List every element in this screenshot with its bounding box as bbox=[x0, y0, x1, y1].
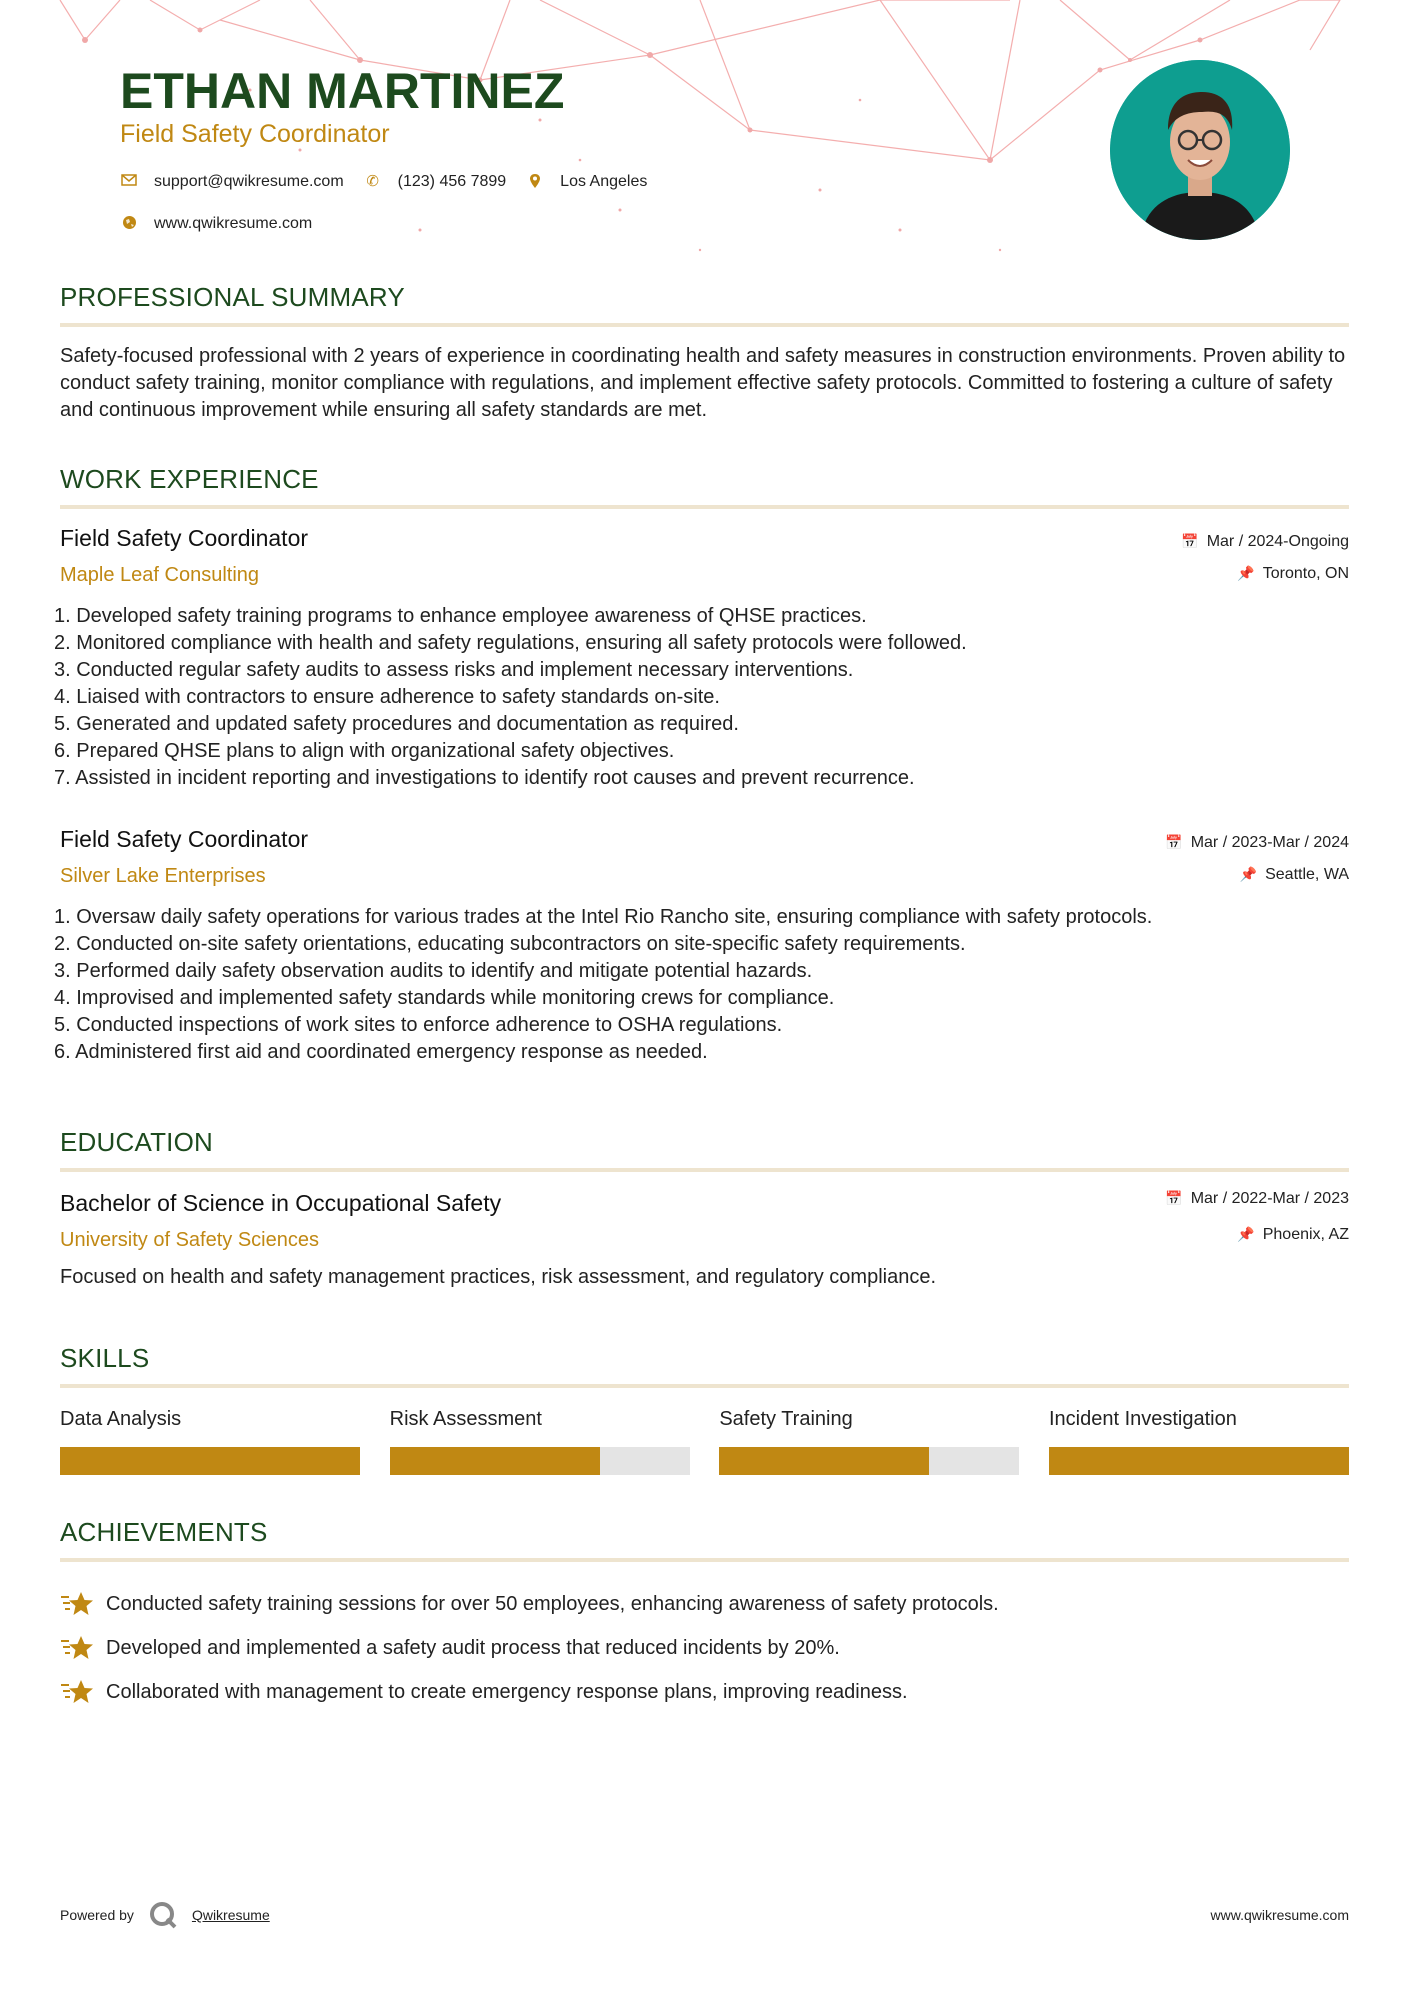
job-bullet: 5. Conducted inspections of work sites to enforce adherence to OSHA regulations. bbox=[54, 1014, 783, 1036]
contact-phone[interactable] bbox=[364, 173, 507, 191]
skill-level-fill bbox=[719, 1447, 929, 1475]
job-bullet: 6. Prepared QHSE plans to align with organizational safety objectives. bbox=[54, 740, 675, 762]
job-bullet: 7. Assisted in incident reporting and investigations to identify root causes and prevent recurrence. bbox=[54, 767, 915, 789]
skill-bar bbox=[1049, 1447, 1349, 1475]
contact-row-web bbox=[120, 215, 332, 233]
job-bullet: 1. Developed safety training programs to enhance employee awareness of QHSE practices. bbox=[54, 605, 867, 627]
skills-heading: SKILLS bbox=[60, 1343, 1349, 1388]
job-title: Field Safety Coordinator bbox=[60, 525, 309, 551]
education-description: Focused on health and safety management practices, risk assessment, and regulatory compliance. bbox=[60, 1266, 937, 1288]
website-text: www.qwikresume.com bbox=[154, 215, 313, 232]
experience-heading: WORK EXPERIENCE bbox=[60, 464, 1349, 509]
summary-heading: PROFESSIONAL SUMMARY bbox=[60, 282, 1349, 327]
resume-header bbox=[60, 0, 1347, 260]
calendar-icon: 📅 bbox=[1165, 834, 1183, 850]
globe-icon bbox=[120, 215, 138, 233]
qwikresume-logo-icon bbox=[148, 1900, 178, 1930]
job-location-text: Seattle, WA bbox=[1265, 866, 1349, 883]
skill-name: Safety Training bbox=[719, 1408, 853, 1430]
star-icon bbox=[60, 1589, 94, 1619]
education-heading: EDUCATION bbox=[60, 1127, 1349, 1172]
calendar-icon: 📅 bbox=[1181, 533, 1199, 549]
achievement-text: Conducted safety training sessions for over 50 employees, enhancing awareness of safety protocols. bbox=[106, 1592, 999, 1615]
education-entry bbox=[60, 1190, 1349, 1291]
skills-grid bbox=[60, 1408, 1349, 1475]
job-bullet: 3. Conducted regular safety audits to assess risks and implement necessary interventions. bbox=[54, 659, 854, 681]
map-pin-icon bbox=[526, 173, 544, 191]
job-location bbox=[1237, 565, 1349, 583]
education-location bbox=[1237, 1226, 1349, 1244]
job-bullet: 4. Improvised and implemented safety standards while monitoring crews for compliance. bbox=[54, 987, 835, 1009]
summary-text: Safety-focused professional with 2 years of experience in coordinating health and safety measures in construction environments. Proven ability to conduct safety training, monitor compliance with regulations, and implement effective safety protocols. Committed to fostering a culture of safety and continuous improvement while ensuring all safety standards are met. bbox=[60, 345, 1346, 421]
brand-link[interactable]: Qwikresume bbox=[191, 1907, 270, 1923]
footer-website[interactable]: www.qwikresume.com bbox=[1210, 1907, 1349, 1923]
job-entry bbox=[54, 826, 1349, 1066]
achievements-list bbox=[60, 1582, 1349, 1714]
envelope-icon bbox=[120, 173, 138, 191]
job-bullet: 2. Monitored compliance with health and safety regulations, ensuring all safety protocols were followed. bbox=[54, 632, 967, 654]
pin-icon: 📌 bbox=[1237, 1226, 1255, 1242]
page-footer bbox=[60, 1900, 1349, 1930]
achievement-item bbox=[60, 1670, 1349, 1714]
calendar-icon: 📅 bbox=[1165, 1190, 1183, 1206]
skill-bar bbox=[390, 1447, 690, 1475]
job-entry bbox=[54, 525, 1349, 792]
job-bullet: 6. Administered first aid and coordinated emergency response as needed. bbox=[54, 1041, 708, 1063]
achievement-item bbox=[60, 1582, 1349, 1626]
achievement-text: Collaborated with management to create emergency response plans, improving readiness. bbox=[106, 1680, 908, 1703]
star-icon bbox=[60, 1633, 94, 1663]
contact-email[interactable] bbox=[120, 173, 344, 191]
education-section bbox=[60, 1127, 1349, 1172]
powered-by-label: Powered by bbox=[60, 1907, 134, 1923]
job-title: Field Safety Coordinator bbox=[60, 826, 309, 852]
candidate-title: Field Safety Coordinator bbox=[120, 120, 390, 148]
job-bullet: 5. Generated and updated safety procedures and documentation as required. bbox=[54, 713, 739, 735]
job-date bbox=[1181, 533, 1349, 551]
skill-level-fill bbox=[1049, 1447, 1349, 1475]
job-date-text: Mar / 2024-Ongoing bbox=[1206, 533, 1349, 550]
job-date bbox=[1165, 834, 1349, 852]
job-date-text: Mar / 2023-Mar / 2024 bbox=[1190, 834, 1349, 851]
education-location-text: Phoenix, AZ bbox=[1262, 1226, 1349, 1243]
skill-item bbox=[719, 1408, 1019, 1475]
phone-icon: ✆ bbox=[366, 173, 379, 190]
skill-bar bbox=[60, 1447, 360, 1475]
job-bullet: 2. Conducted on-site safety orientations, educating subcontractors on site-specific safety requirements. bbox=[54, 933, 966, 955]
achievements-heading: ACHIEVEMENTS bbox=[60, 1517, 1349, 1562]
job-bullets bbox=[54, 603, 1349, 792]
star-icon bbox=[60, 1677, 94, 1707]
email-text: support@qwikresume.com bbox=[154, 173, 344, 190]
pin-icon: 📌 bbox=[1239, 866, 1258, 882]
contact-row bbox=[120, 173, 667, 191]
skill-name: Risk Assessment bbox=[389, 1408, 542, 1430]
powered-by bbox=[60, 1900, 270, 1930]
job-bullet: 1. Oversaw daily safety operations for various trades at the Intel Rio Rancho site, ensuring compliance with safety protocols. bbox=[54, 906, 1153, 928]
candidate-name: ETHAN MARTINEZ bbox=[120, 63, 565, 119]
education-date bbox=[1165, 1190, 1349, 1208]
skill-item bbox=[60, 1408, 360, 1475]
experience-section bbox=[60, 464, 1349, 509]
achievements-section bbox=[60, 1517, 1349, 1714]
phone-text: (123) 456 7899 bbox=[397, 173, 507, 190]
contact-website[interactable] bbox=[120, 215, 312, 233]
summary-section bbox=[60, 282, 1349, 424]
skill-item bbox=[390, 1408, 690, 1475]
skills-section bbox=[60, 1343, 1349, 1475]
skill-level-fill bbox=[390, 1447, 600, 1475]
skill-level-fill bbox=[60, 1447, 360, 1475]
contact-location bbox=[526, 173, 647, 191]
job-bullet: 3. Performed daily safety observation audits to identify and mitigate potential hazards. bbox=[54, 960, 813, 982]
job-bullets bbox=[54, 904, 1349, 1066]
job-company: Silver Lake Enterprises bbox=[60, 865, 266, 887]
degree-title: Bachelor of Science in Occupational Safety bbox=[60, 1190, 502, 1216]
achievement-text: Developed and implemented a safety audit process that reduced incidents by 20%. bbox=[106, 1636, 840, 1659]
job-location bbox=[1240, 866, 1349, 884]
skill-name: Data Analysis bbox=[60, 1408, 182, 1430]
achievement-item bbox=[60, 1626, 1349, 1670]
skill-name: Incident Investigation bbox=[1048, 1408, 1237, 1430]
job-bullet: 4. Liaised with contractors to ensure adherence to safety standards on-site. bbox=[54, 686, 720, 708]
job-location-text: Toronto, ON bbox=[1262, 565, 1349, 582]
pin-icon: 📌 bbox=[1237, 565, 1255, 581]
school-name: University of Safety Sciences bbox=[60, 1229, 319, 1251]
job-company: Maple Leaf Consulting bbox=[60, 564, 260, 586]
education-date-text: Mar / 2022-Mar / 2023 bbox=[1190, 1190, 1349, 1207]
location-text: Los Angeles bbox=[560, 173, 648, 190]
profile-photo bbox=[1110, 60, 1290, 240]
skill-bar bbox=[719, 1447, 1019, 1475]
skill-item bbox=[1049, 1408, 1349, 1475]
